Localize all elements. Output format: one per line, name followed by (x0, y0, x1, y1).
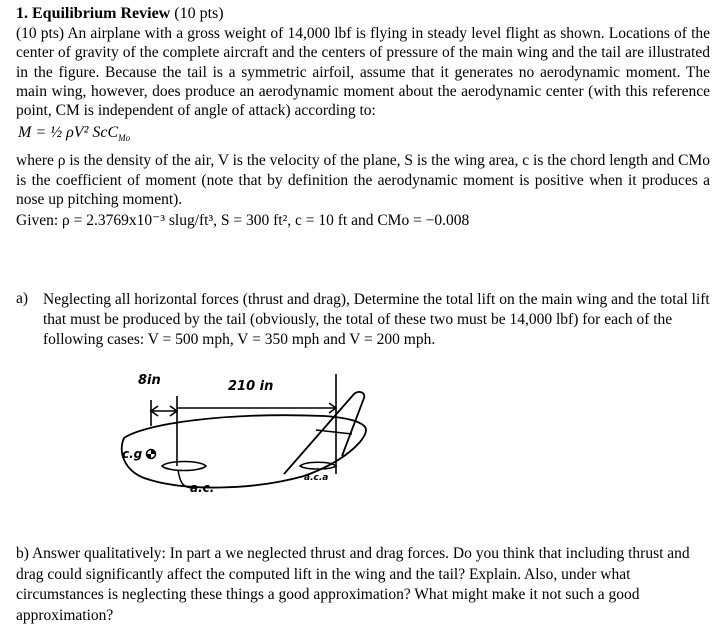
problem-points: (10 pts) (174, 5, 224, 22)
part-b (16, 544, 710, 626)
tail-ac-label: a.c.a (304, 473, 329, 483)
wing-ac-label: a.c. (190, 481, 215, 495)
airplane-sketch (104, 366, 404, 506)
problem-page (16, 4, 710, 624)
fuselage-outline (122, 415, 366, 487)
given-values: Given: ρ = 2.3769x10⁻³ slug/ft³, S = 300 ft², c = 10 ft and CMo = −0.008 (16, 212, 470, 230)
part-b-text (16, 544, 710, 626)
problem-title: Equilibrium Review (32, 5, 171, 22)
moment-equation: M = ½ ρV² ScC$_{Mo}$ (18, 124, 131, 144)
part-a (16, 290, 710, 350)
problem-intro: (10 pts) An airplane with a gross weight of 14,000 lbf is flying in steady level flight as shown. Locations of the center of gravity of the complete aircraft and the centers of pressure of the main wing and the tail are illustrated in the figure. Because the tail is a symmetric airfoil, assume that it generates no aerodynamic moment. The main wing, however, does produce an aerodynamic moment about the aerodynamic center (with this reference point, CM is independent of angle of attack) according to: (16, 25, 710, 120)
variable-definitions: where ρ is the density of the air, V is the velocity of the plane, S is the wing area, c is the chord length and CMo is the coefficient of moment (note that by definition the aerodynamic moment is positive when it produces a nose up pitching moment). (16, 152, 710, 209)
problem-heading (16, 4, 710, 24)
cg-marker-fill (151, 450, 156, 455)
part-a-label: a) (16, 290, 29, 307)
main-wing-airfoil (162, 462, 206, 471)
tail-airfoil (300, 462, 336, 469)
part-b-body: Answer qualitatively: In part a we neglected thrust and drag forces. Do you think that including thrust and drag could significantly affect the computed lift in the wing and the tail? Explain. Also, under what circumstances is neglecting these things a good approximation? What might make it not such a good approximation? (16, 545, 690, 624)
dim-left-label: 8in (138, 373, 161, 388)
part-a-text: Neglecting all horizontal forces (thrust and drag), Determine the total lift on the main wing and the total lift that must be produced by the tail (obviously, the total of these two must be 14,000 lbf) for each of the following cases: V = 500 mph, V = 350 mph and V = 200 mph. (43, 291, 710, 348)
part-b-label: b) (16, 545, 29, 562)
cg-marker-fill-2 (147, 454, 152, 459)
dim-right-label: 210 in (228, 379, 274, 394)
problem-number: 1. (16, 5, 28, 22)
cg-label: c.g (122, 447, 143, 461)
airplane-sketch-svg (104, 366, 404, 506)
